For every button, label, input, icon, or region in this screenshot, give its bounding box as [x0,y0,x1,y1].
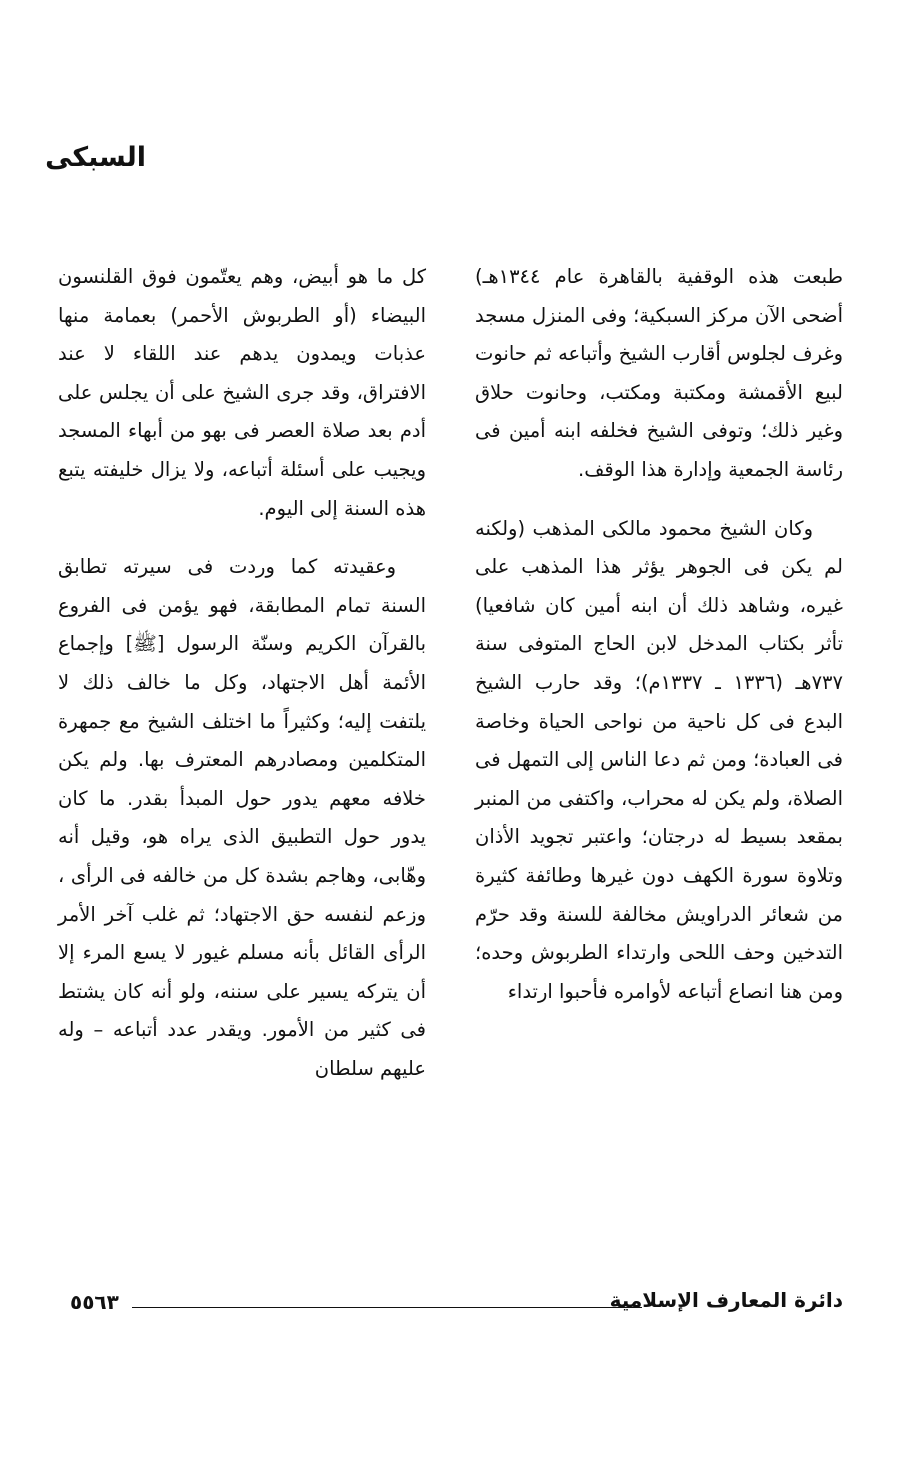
running-title: السبكى [45,142,146,173]
paragraph: كل ما هو أبيض، وهم يعتّمون فوق القلنسون البيضاء (أو الطربوش الأحمر) بعمامة منها عذبات ويمدون يدهم عند اللقاء لا عند الافتراق، وقد جرى الشيخ على أن يجلس على أدم بعد صلاة العصر فى بهو من أبهاء المسجد ويجيب على أسئلة أتباعه، ولا يزال خليفته يتبع هذه السنة إلى اليوم. [58,265,426,520]
paragraph: وكان الشيخ محمود مالكى المذهب (ولكنه لم يكن فى الجوهر يؤثر هذا المذهب على غيره، وشاهد ذلك أن ابنه أمين كان شافعيا) تأثر بكتاب المدخل لابن الحاج المتوفى سنة ٧٣٧هـ (١٣٣٦ ـ ١٣٣٧م)؛ وقد حارب الشيخ البدع فى كل ناحية من نواحى الحياة وخاصة فى العبادة؛ ومن ثم دعا الناس إلى التمهل فى الصلاة، ولم يكن له محراب، واكتفى من المنبر بمقعد بسيط له درجتان؛ واعتبر تجويد الأذان وتلاوة سورة الكهف دون غيرها وطائفة كثيرة من شعائر الدراويش مخالفة للسنة وقد حرّم التدخين وحف اللحى وارتداء الطربوش وحده؛ ومن هنا انصاع أتباعه لأوامره فأحبوا ارتداء [475,516,843,1003]
paragraph: طبعت هذه الوقفية بالقاهرة عام ١٣٤٤هـ) أضحى الآن مركز السبكية؛ وفى المنزل مسجد وغرف لجلوس أقارب الشيخ وأتباعه ثم حانوت لبيع الأقمشة ومكتبة ومكتب، وحانوت حلاق وغير ذلك؛ وتوفى الشيخ فخلفه ابنه أمين فى رئاسة الجمعية وإدارة هذا الوقف. [475,265,843,481]
paragraph: وعقيدته كما وردت فى سيرته تطابق السنة تمام المطابقة، فهو يؤمن فى الفروع بالقرآن الكريم وسنّة الرسول [ﷺ] وإجماع الأئمة أهل الاجتهاد، وكل ما خالف ذلك لا يلتفت إليه؛ وكثيراً ما اختلف الشيخ مع جمهرة المتكلمين ومصادرهم المعترف بها. ولم يكن خلافه معهم يدور حول المبدأ بقدر. ما كان يدور حول التطبيق الذى يراه هو، وقيل أنه وهّابى، وهاجم بشدة كل من خالفه فى الرأى ، وزعم لنفسه حق الاجتهاد؛ ثم غلب آخر الأمر الرأى القائل بأنه مسلم غيور لا يسع المرء إلا أن يتركه يسير على سننه، ولو أنه كان يشتط فى كثير من الأمور. ويقدر عدد أتباعه – وله عليهم سلطان [58,555,426,1080]
footer-publication-title: دائرة المعارف الإسلامية [609,1288,843,1312]
footer-divider [132,1307,642,1308]
page-number: ٥٥٦٣ [70,1290,119,1314]
left-text-column [58,258,426,1088]
right-text-column [475,258,843,1011]
